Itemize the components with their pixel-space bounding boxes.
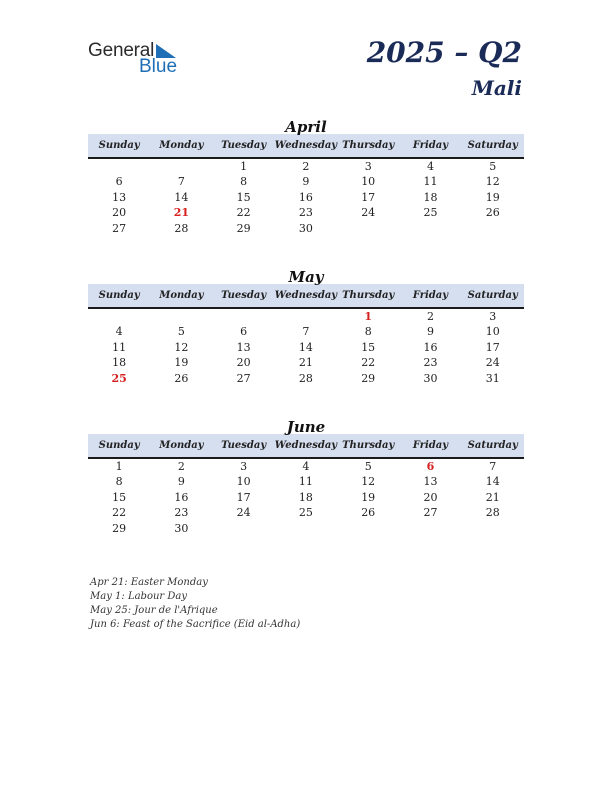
day-cell: 9	[302, 175, 310, 189]
weekday-label: Sunday	[98, 290, 140, 301]
week-row	[88, 340, 524, 355]
day-cell: 22	[361, 356, 376, 370]
day-cell: 21	[298, 356, 313, 370]
day-cell	[275, 309, 337, 324]
day-cell: 4	[302, 460, 310, 473]
day-cell: 24	[236, 506, 251, 520]
weekday-label: Monday	[159, 140, 204, 151]
month-title: May	[288, 268, 324, 286]
day-cell	[462, 221, 524, 236]
day-cell: 16	[298, 190, 313, 204]
day-cell: 2	[426, 310, 434, 323]
day-cell: 16	[174, 490, 189, 504]
day-cell: 1	[115, 460, 123, 473]
weekday-label: Saturday	[467, 140, 518, 151]
month-april	[88, 117, 524, 236]
brand-logo	[88, 40, 178, 77]
day-cell: 5	[177, 325, 185, 339]
period-title: 2025 – Q2	[366, 36, 522, 69]
day-cell: 3	[240, 460, 248, 473]
holiday-notes	[90, 576, 300, 632]
day-cell	[399, 521, 461, 536]
day-cell: 18	[112, 356, 127, 370]
weekday-label: Tuesday	[221, 140, 267, 151]
weekday-label: Wednesday	[274, 140, 338, 151]
week-row	[88, 355, 524, 370]
day-cell: 30	[298, 221, 313, 235]
weekday-label: Monday	[159, 290, 204, 301]
day-cell: 31	[485, 371, 500, 385]
weekday-label: Saturday	[467, 290, 518, 301]
day-cell: 27	[423, 506, 438, 520]
day-cell: 29	[112, 521, 127, 535]
week-row	[88, 205, 524, 220]
day-cell: 4	[426, 160, 434, 173]
day-cell: 24	[361, 206, 376, 220]
week-row	[88, 505, 524, 520]
week-row	[88, 324, 524, 339]
day-cell: 19	[485, 190, 500, 204]
weekday-label: Wednesday	[274, 290, 338, 301]
logo-general-text: General	[88, 40, 155, 61]
week-row	[88, 490, 524, 505]
day-cell: 21	[485, 490, 500, 504]
day-cell: 10	[361, 175, 376, 189]
day-cell: 26	[485, 206, 500, 220]
day-cell: 14	[485, 475, 500, 489]
weekday-label: Friday	[412, 290, 449, 301]
day-cell: 3	[489, 310, 497, 323]
day-cell: 20	[112, 206, 127, 220]
weekday-label: Tuesday	[221, 290, 267, 301]
day-cell: 3	[364, 160, 372, 173]
day-cell: 29	[361, 371, 376, 385]
week-row	[88, 190, 524, 205]
day-cell: 7	[177, 175, 185, 189]
weekday-label: Monday	[159, 440, 204, 451]
day-cell: 7	[489, 460, 497, 473]
weekday-label: Friday	[412, 440, 449, 451]
day-cell	[399, 221, 461, 236]
day-cell: 25	[298, 506, 313, 520]
day-cell: 24	[485, 356, 500, 370]
day-cell: 9	[177, 475, 185, 489]
day-cell: 2	[302, 160, 310, 173]
day-cell: 19	[174, 356, 189, 370]
day-cell: 12	[485, 175, 500, 189]
week-row	[88, 309, 524, 324]
country-title: Mali	[471, 76, 522, 100]
day-cell: 13	[112, 190, 127, 204]
day-cell: 8	[115, 475, 123, 489]
day-cell: 29	[236, 221, 251, 235]
weekday-label: Thursday	[342, 140, 395, 151]
day-cell: 15	[236, 190, 251, 204]
day-cell: 27	[112, 221, 127, 235]
day-cell: 23	[174, 506, 189, 520]
weekday-header-row	[88, 284, 524, 309]
day-cell	[337, 221, 399, 236]
day-cell: 1	[240, 160, 248, 173]
holiday-note: Jun 6: Feast of the Sacrifice (Eid al-Adha)	[90, 619, 301, 630]
week-row	[88, 521, 524, 536]
holiday-day-cell: 6	[426, 460, 435, 473]
day-cell: 28	[485, 506, 500, 520]
day-cell: 17	[485, 340, 500, 354]
day-cell: 16	[423, 340, 438, 354]
day-cell: 14	[174, 190, 189, 204]
day-cell	[150, 309, 212, 324]
week-row	[88, 371, 524, 386]
day-cell: 8	[364, 325, 372, 339]
month-june	[88, 417, 524, 536]
day-cell: 20	[236, 356, 251, 370]
day-cell	[275, 521, 337, 536]
day-cell: 11	[112, 340, 127, 354]
day-cell	[337, 521, 399, 536]
weekday-header-row	[88, 434, 524, 459]
weekday-label: Thursday	[342, 440, 395, 451]
week-row	[88, 459, 524, 474]
day-cell: 25	[423, 206, 438, 220]
day-cell: 8	[240, 175, 248, 189]
day-cell: 17	[236, 490, 251, 504]
day-cell: 19	[361, 490, 376, 504]
day-cell: 6	[115, 175, 123, 189]
holiday-note: Apr 21: Easter Monday	[90, 577, 208, 588]
day-cell: 30	[423, 371, 438, 385]
week-row	[88, 474, 524, 489]
day-cell: 30	[174, 521, 189, 535]
day-cell	[213, 521, 275, 536]
day-cell	[88, 309, 150, 324]
holiday-note: May 25: Jour de l'Afrique	[90, 605, 218, 616]
day-cell: 5	[364, 460, 372, 473]
holiday-day-cell: 21	[173, 206, 190, 220]
holiday-day-cell: 1	[364, 310, 373, 323]
day-cell: 22	[236, 206, 251, 220]
weekday-label: Thursday	[342, 290, 395, 301]
day-cell: 23	[298, 206, 313, 220]
day-cell: 15	[112, 490, 127, 504]
day-cell: 6	[240, 325, 248, 339]
day-cell: 5	[489, 160, 497, 173]
day-cell: 17	[361, 190, 376, 204]
day-cell	[462, 521, 524, 536]
weekday-label: Saturday	[467, 440, 518, 451]
day-cell: 10	[485, 325, 500, 339]
day-cell: 28	[174, 221, 189, 235]
day-cell: 12	[361, 475, 376, 489]
holiday-day-cell: 25	[111, 371, 127, 385]
weekday-label: Tuesday	[221, 440, 267, 451]
weekday-label: Wednesday	[274, 440, 338, 451]
day-cell: 7	[302, 325, 310, 339]
month-title: June	[286, 418, 326, 436]
day-cell	[150, 159, 212, 174]
day-cell: 12	[174, 340, 189, 354]
day-cell: 26	[174, 371, 189, 385]
holiday-note: May 1: Labour Day	[90, 591, 187, 602]
day-cell: 23	[423, 356, 438, 370]
weekday-label: Sunday	[98, 440, 140, 451]
day-cell: 15	[361, 340, 376, 354]
week-row	[88, 221, 524, 236]
day-cell: 4	[115, 325, 123, 339]
day-cell: 10	[236, 475, 251, 489]
day-cell: 22	[112, 506, 127, 520]
month-title: April	[285, 118, 327, 136]
week-row	[88, 159, 524, 174]
day-cell: 2	[177, 460, 185, 473]
day-cell: 28	[298, 371, 313, 385]
day-cell: 11	[298, 475, 313, 489]
day-cell: 13	[423, 475, 438, 489]
day-cell: 26	[361, 506, 376, 520]
day-cell: 27	[236, 371, 251, 385]
day-cell: 9	[426, 325, 434, 339]
day-cell: 20	[423, 490, 438, 504]
weekday-label: Sunday	[98, 140, 140, 151]
weekday-header-row	[88, 134, 524, 159]
weekday-label: Friday	[412, 140, 449, 151]
day-cell: 11	[423, 175, 438, 189]
logo-blue-text: Blue	[139, 56, 178, 77]
day-cell: 13	[236, 340, 251, 354]
day-cell: 18	[298, 490, 313, 504]
day-cell	[213, 309, 275, 324]
week-row	[88, 174, 524, 189]
month-may	[88, 267, 524, 386]
day-cell: 14	[298, 340, 313, 354]
day-cell	[88, 159, 150, 174]
day-cell: 18	[423, 190, 438, 204]
